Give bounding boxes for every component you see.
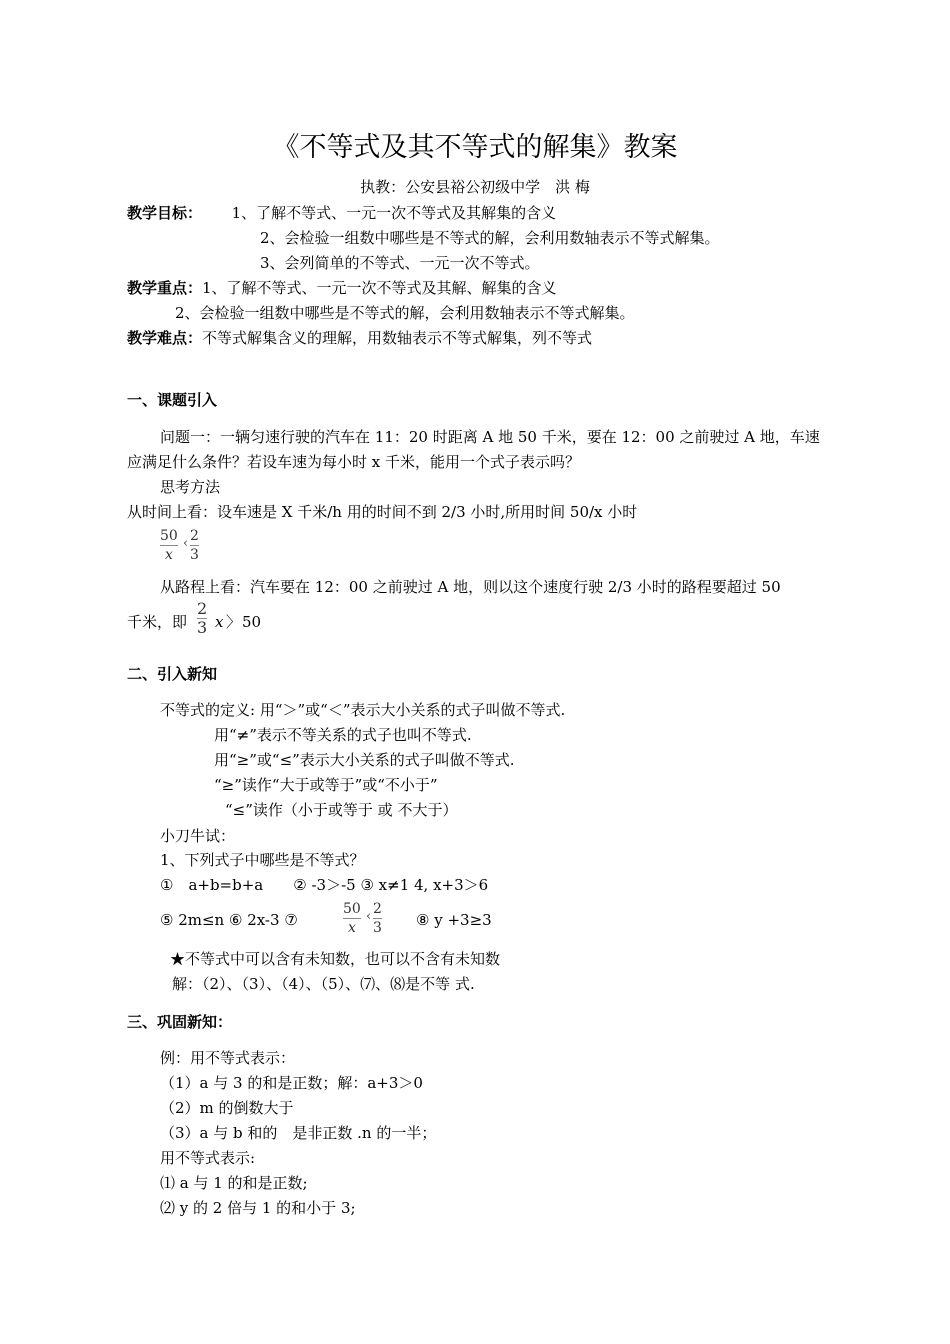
reading-1: “≥”读作“大于或等于”或“不小于” [214,776,438,794]
keypoints-row [127,278,557,298]
difficulties-label: 教学难点： [127,329,203,347]
difficulties-text: 不等式解集含义的理解，用数轴表示不等式解集，列不等式 [202,329,593,347]
formula2-var: x [215,613,224,631]
formula2-op: 〉 [226,613,242,631]
note-star: ★不等式中可以含有未知数，也可以不含有未知数 [170,950,501,968]
formula2-num: 2 [197,599,208,618]
distance-line-2: 千米，即 [127,613,188,631]
exercise-2: ⑵ y 的 2 倍与 1 的和小于 3; [160,1199,356,1217]
formula2-fraction [197,600,207,637]
keypoints-label: 教学重点： [127,279,203,297]
time-view: 从时间上看：设车速是 X 千米/h 用的时间不到 2/3 小时,所用时间 50/x 小时 [127,503,638,521]
problem-line-2: 应满足什么条件？若设车速为每小时 x 千米，能用一个式子表示吗？ [127,453,580,471]
definition-1: 不等式的定义: 用“＞”或“＜”表示大小关系的式子叫做不等式. [160,701,566,719]
answer: 解：（2）、（3）、（4）、（5）、⑺、⑻是不等 式. [172,975,475,993]
problem-line-1: 问题一：一辆匀速行驶的汽车在 11：20 时距离 A 地 50 千米，要在 12：00 之前驶过 A 地，车速 [160,428,820,446]
definition-3: 用“≥”或“≤”表示大小关系的式子叫做不等式. [214,751,515,769]
options-row-2b: ⑧ y +3≥3 [416,911,492,929]
example-1: （1）a 与 3 的和是正数；解：a+3＞0 [160,1074,423,1092]
formula1-den: x [160,545,178,564]
difficulties-row [127,328,592,348]
exercise-title: 用不等式表示: [160,1149,256,1167]
formula2-den: 3 [197,618,208,637]
options-frac-den2: 3 [373,920,382,936]
question-1: 1、下列式子中哪些是不等式？ [160,851,365,869]
options-frac-den: x [343,918,361,937]
thinking-method: 思考方法 [160,478,221,496]
definition-2: 用“≠”表示不等关系的式子也叫不等式. [214,726,472,744]
document-title: 《不等式及其不等式的解集》教案 [272,132,678,163]
formula1-fraction-a [160,527,178,564]
formula1-num2: 2 [190,528,199,544]
formula1-num: 50 [160,528,178,544]
section3-heading: 三、巩固新知： [127,1013,233,1031]
example-2: （2）m 的倒数大于 [160,1099,294,1117]
options-frac-op: ‹ [366,909,372,924]
goals-item-1: 1、了解不等式、一元一次不等式及其解集的含义 [231,204,557,222]
section2-heading: 二、引入新知 [127,665,218,683]
author-line: 执教：公安县裕公初级中学 洪 梅 [360,178,590,196]
keypoints-item-1: 1、了解不等式、一元一次不等式及其解、解集的含义 [202,279,557,297]
goals-item-3: 3、会列简单的不等式、一元一次不等式。 [260,254,540,272]
goals-label: 教学目标： [127,204,203,222]
example-title: 例：用不等式表示： [160,1049,296,1067]
goals-item-2: 2、会检验一组数中哪些是不等式的解，会利用数轴表示不等式解集。 [260,229,720,247]
section1-heading: 一、课题引入 [127,391,218,409]
formula1-fraction-b [190,527,199,564]
options-fraction-b [373,900,382,937]
reading-2: “≤”读作（小于或等于 或 不大于） [225,801,458,819]
goals-row [127,203,556,223]
options-row-2a: ⑤ 2m≤n ⑥ 2x-3 ⑦ [160,911,298,929]
options-frac-num2: 2 [373,901,382,917]
options-fraction-a [343,900,361,937]
trial-label: 小刀牛试： [160,827,236,845]
keypoints-item-2: 2、会检验一组数中哪些是不等式的解，会利用数轴表示不等式解集。 [175,304,635,322]
distance-line-1: 从路程上看：汽车要在 12：00 之前驶过 A 地，则以这个速度行驶 2/3 小时的路程要超过 50 [160,578,781,596]
exercise-1: ⑴ a 与 1 的和是正数; [160,1174,308,1192]
formula2-rhs: 50 [242,613,262,631]
formula1-op: ‹ [183,536,189,551]
formula1-den2: 3 [190,547,199,563]
options-row-1: ① a+b=b+a ② -3＞-5 ③ x≠1 4, x+3＞6 [160,876,489,894]
options-frac-num: 50 [343,901,361,917]
example-3: （3）a 与 b 和的 是非正数 .n 的一半； [160,1124,437,1142]
